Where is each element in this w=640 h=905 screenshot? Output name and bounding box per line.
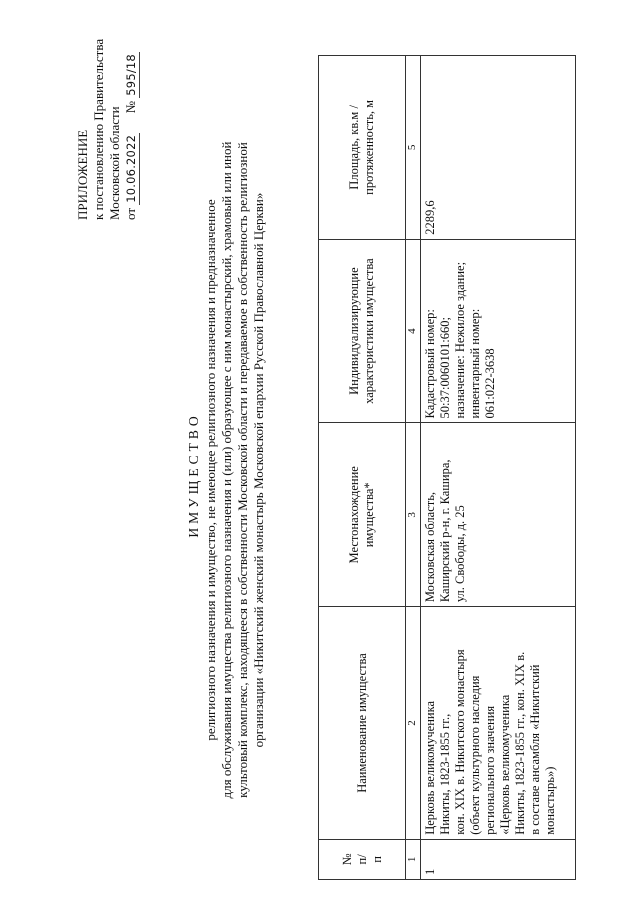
column-number: 2 [406, 607, 421, 840]
column-number: 1 [406, 839, 421, 879]
date-prefix: от [123, 207, 138, 220]
appendix-line-2: Московской области [107, 106, 122, 220]
document-subtitle [203, 75, 267, 865]
header-number: № п/ п [319, 839, 406, 879]
property-area: 2289,6 [421, 56, 576, 240]
table-row [421, 56, 576, 880]
appendix-line-1: к постановлению Правительства [91, 38, 106, 220]
appendix-heading: ПРИЛОЖЕНИЕ [75, 129, 90, 220]
decree-number: 595/18 [124, 54, 138, 96]
property-name: Церковь великомученика Никиты, 1823-1855 гг., кон. XIX в. Никитского монастыря (объект культурного наследия регионального значения «Церковь великомученика Никиты, 1823-1855 гг., кон. XIX в. в составе ансамбля «Никитский монастырь») [421, 607, 576, 840]
property-table [318, 55, 576, 880]
subtitle-line: для обслуживания имущества религиозного назначения и (или) образующее с ним монастырский, храмовый или иной [219, 141, 234, 799]
header-details: Индивидуализирующие характеристики имущества [319, 239, 406, 423]
subtitle-line: культовый комплекс, находящееся в собственности Московской области и передаваемое в собственность религиозной [235, 142, 250, 798]
column-number-row [406, 56, 421, 880]
header-area: Площадь, кв.м / протяженность, м [319, 56, 406, 240]
column-number: 5 [406, 56, 421, 240]
subtitle-line: религиозного назначения и имущество, не имеющее религиозного назначения и предназначенное [203, 199, 218, 741]
subtitle-line: организации «Никитский женский монастырь Московской епархии Русской Православной Церкви» [251, 192, 266, 748]
document-title: ИМУЩЕСТВО [186, 412, 201, 538]
header-location: Местонахождение имущества* [319, 423, 406, 607]
property-details: Кадастровый номер: 50:37:0060101:660; назначение: Нежилое здание; инвентарный номер: 061:022-3638 [421, 239, 576, 423]
header-name: Наименование имущества [319, 607, 406, 840]
row-number: 1 [421, 839, 576, 879]
number-prefix: № [123, 100, 138, 114]
property-location: Московская область, Каширский р-н, г. Кашира, ул. Свободы, д. 25 [421, 423, 576, 607]
table-header-row [319, 56, 406, 880]
decree-date: 10.06.2022 [124, 134, 138, 203]
column-number: 4 [406, 239, 421, 423]
appendix-date-line [123, 10, 140, 220]
column-number: 3 [406, 423, 421, 607]
appendix-block [75, 10, 140, 220]
